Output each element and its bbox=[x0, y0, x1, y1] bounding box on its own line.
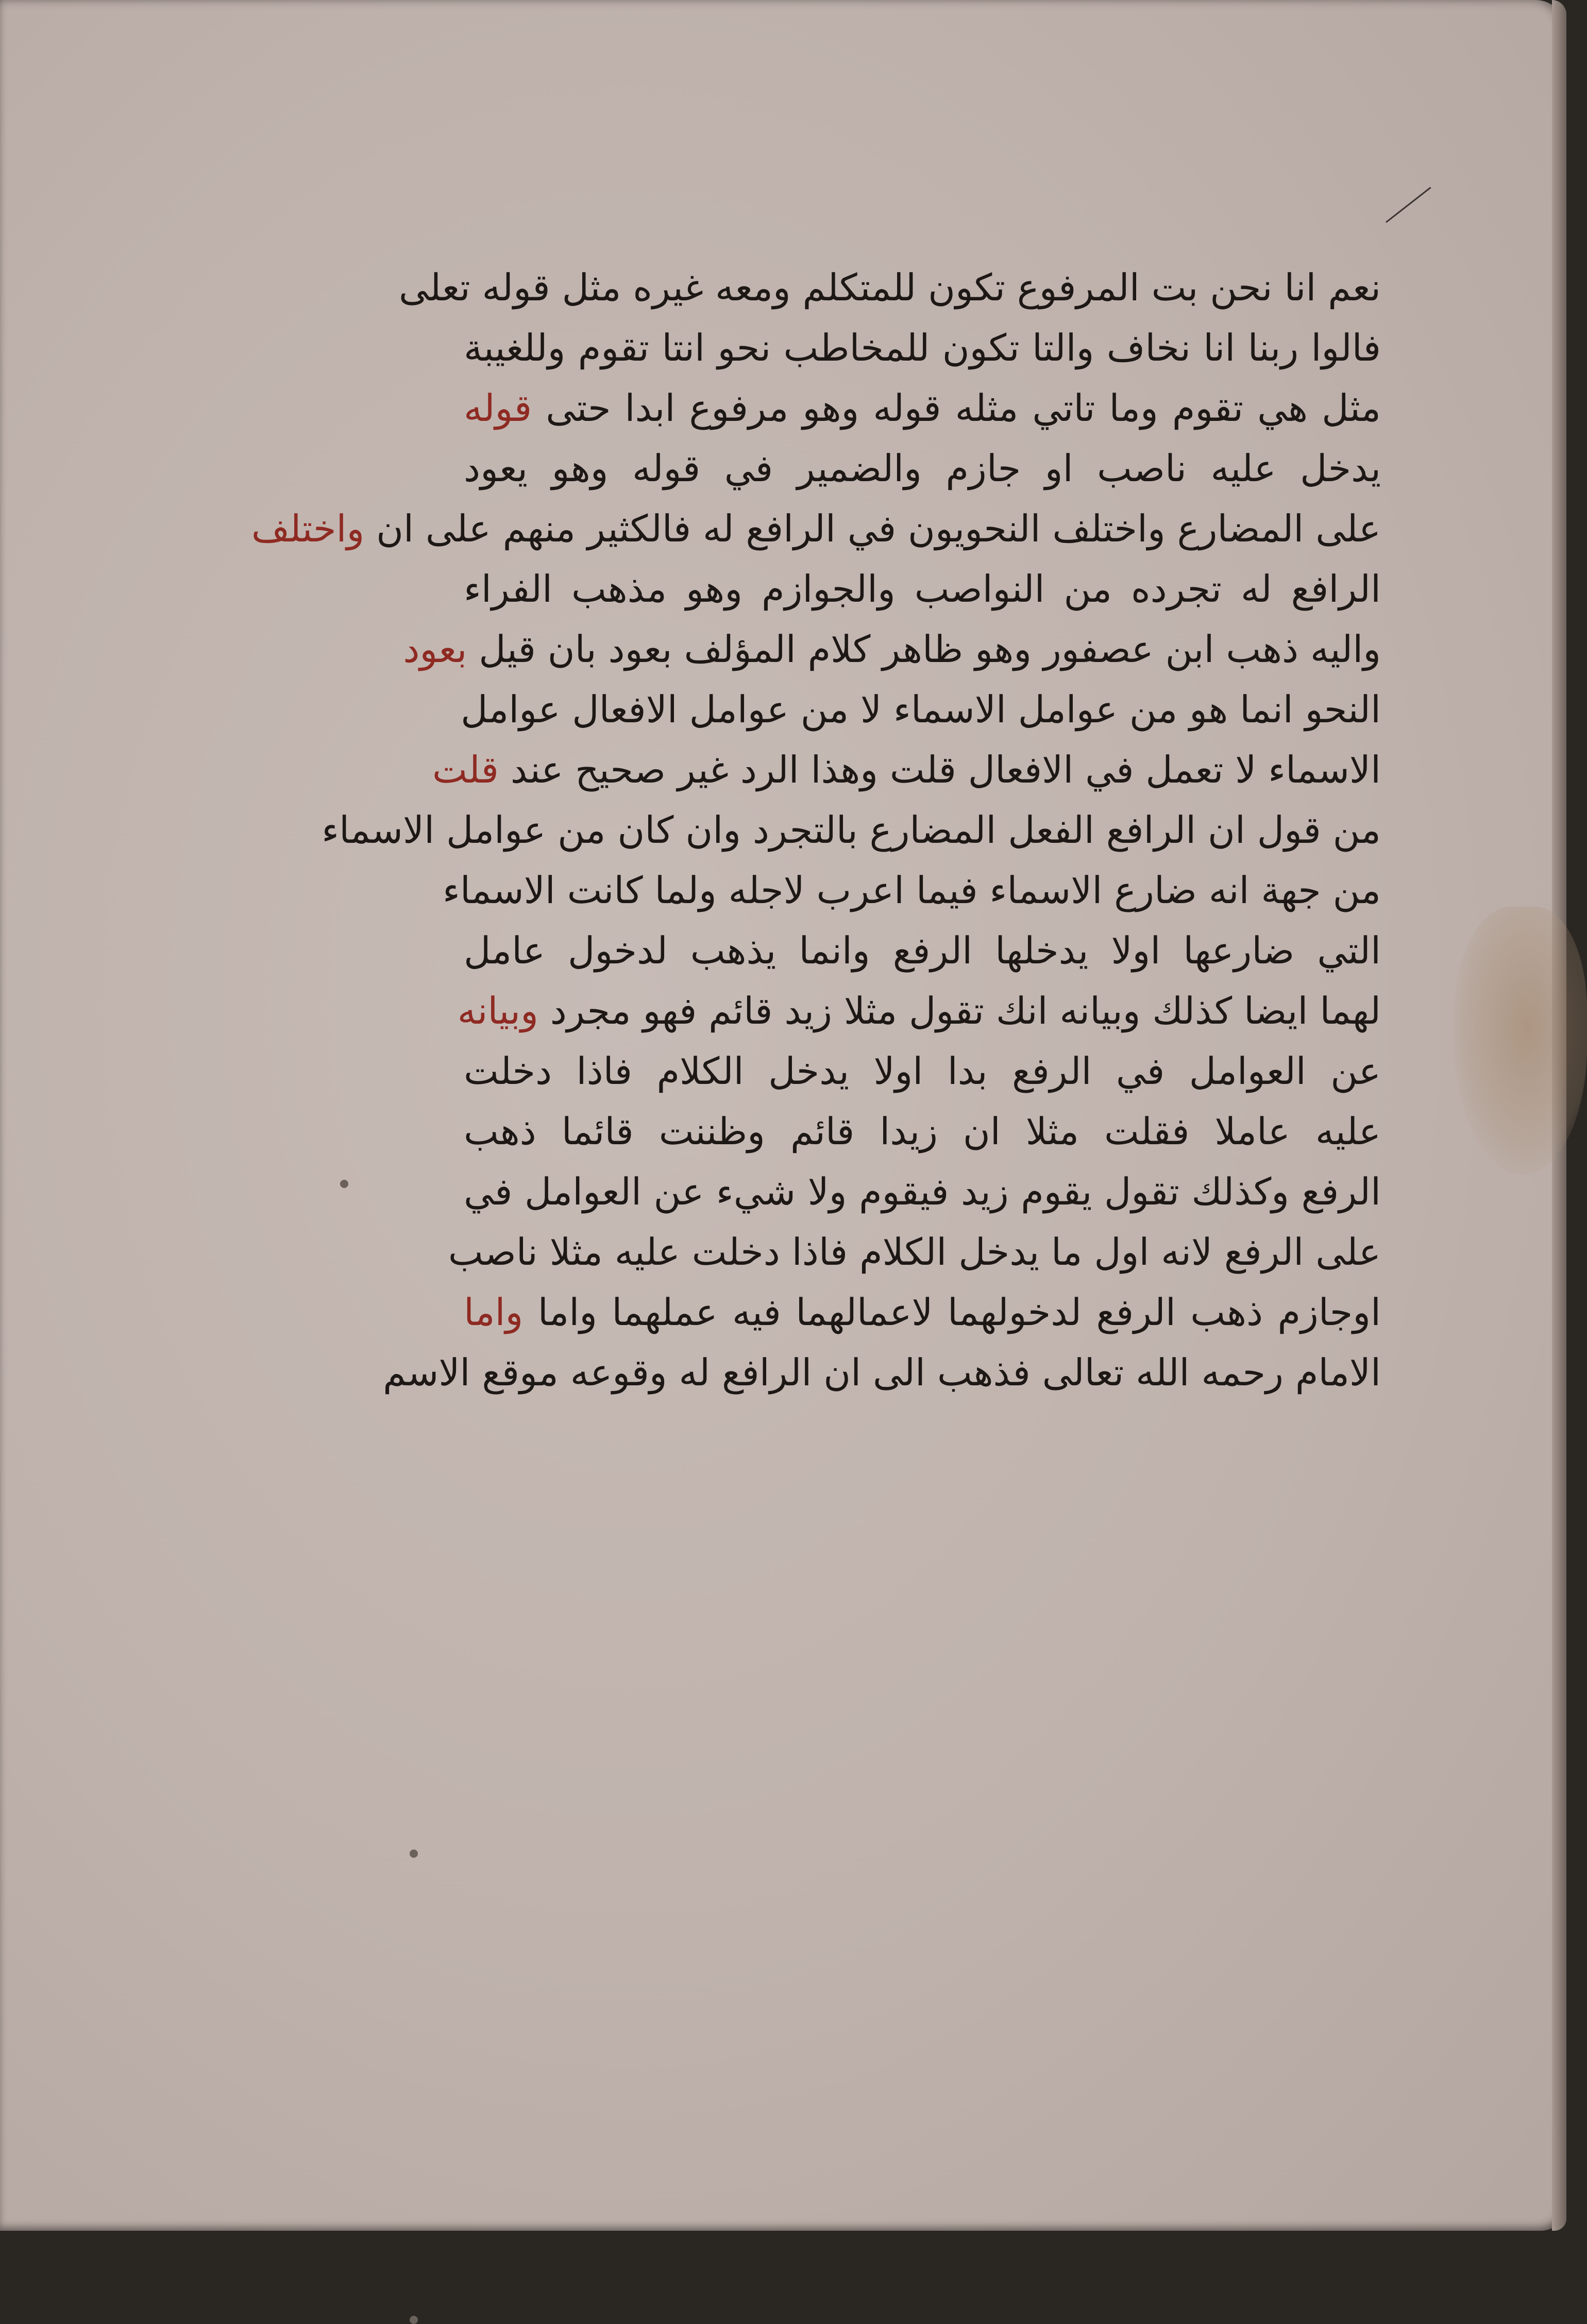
text-line-part: لهما ايضا كذلك وبيانه انك تقول مثلا زيد قائم فهو مجرد bbox=[550, 989, 1381, 1032]
text-line bbox=[457, 981, 1381, 1041]
text-line-part: واليه ذهب ابن عصفور وهو ظاهر كلام المؤلف بعود بان قيل bbox=[479, 627, 1381, 671]
text-line: عليه عاملا فقلت مثلا ان زيدا قائم وظننت قائما ذهب bbox=[464, 1110, 1381, 1153]
rubric-word: واما bbox=[464, 1291, 524, 1334]
text-line: من قول ان الرافع الفعل المضارع بالتجرد وان كان من عوامل الاسماء bbox=[322, 808, 1381, 852]
text-line: فالوا ربنا انا نخاف والتا تكون للمخاطب نحو انتا تقوم وللغيبة bbox=[464, 326, 1381, 369]
rubric-word: قوله bbox=[464, 386, 532, 430]
text-line bbox=[403, 619, 1381, 680]
text-line bbox=[251, 499, 1381, 559]
text-line-part: اوجازم ذهب الرفع لدخولهما لاعمالهما فيه عملهما واما bbox=[537, 1291, 1381, 1334]
ink-speck bbox=[410, 1850, 418, 1858]
text-line-part: مثل هي تقوم وما تاتي مثله قوله وهو مرفوع ابدا حتى bbox=[546, 386, 1381, 430]
text-line: التي ضارعها اولا يدخلها الرفع وانما يذهب لدخول عامل bbox=[464, 929, 1381, 972]
text-line bbox=[432, 740, 1381, 800]
text-line: الرفع وكذلك تقول يقوم زيد فيقوم ولا شيء عن العوامل في bbox=[464, 1170, 1381, 1213]
text-line: من جهة انه ضارع الاسماء فيما اعرب لاجله ولما كانت الاسماء bbox=[442, 869, 1381, 912]
text-line: الامام رحمه الله تعالى فذهب الى ان الرافع له وقوعه موقع الاسم bbox=[383, 1351, 1381, 1394]
text-line: نعم انا نحن بت المرفوع تكون للمتكلم ومعه غيره مثل قوله تعلى bbox=[399, 266, 1381, 309]
text-line bbox=[464, 1282, 1381, 1343]
water-stain bbox=[1453, 907, 1587, 1175]
manuscript-text bbox=[251, 258, 1381, 1403]
text-line: النحو انما هو من عوامل الاسماء لا من عوامل الافعال عوامل bbox=[461, 688, 1381, 731]
text-line bbox=[464, 378, 1381, 438]
rubric-word: واختلف bbox=[251, 507, 365, 550]
rubric-word: قلت bbox=[432, 748, 499, 791]
ink-speck bbox=[410, 2316, 418, 2324]
pen-stroke bbox=[1386, 187, 1431, 223]
text-line-part: على المضارع واختلف النحويون في الرافع له فالكثير منهم على ان bbox=[376, 507, 1381, 550]
rubric-word: وبيانه bbox=[457, 989, 538, 1032]
text-line: الرافع له تجرده من النواصب والجوازم وهو مذهب الفراء bbox=[464, 567, 1381, 610]
text-line: على الرفع لانه اول ما يدخل الكلام فاذا دخلت عليه مثلا ناصب bbox=[448, 1230, 1381, 1274]
text-line: يدخل عليه ناصب او جازم والضمير في قوله وهو يعود bbox=[464, 447, 1381, 490]
text-line: عن العوامل في الرفع بدا اولا يدخل الكلام فاذا دخلت bbox=[464, 1049, 1381, 1093]
text-line-part: الاسماء لا تعمل في الافعال قلت وهذا الرد غير صحيح عند bbox=[510, 748, 1381, 791]
ink-speck bbox=[340, 1180, 348, 1188]
rubric-word: بعود bbox=[403, 627, 467, 671]
